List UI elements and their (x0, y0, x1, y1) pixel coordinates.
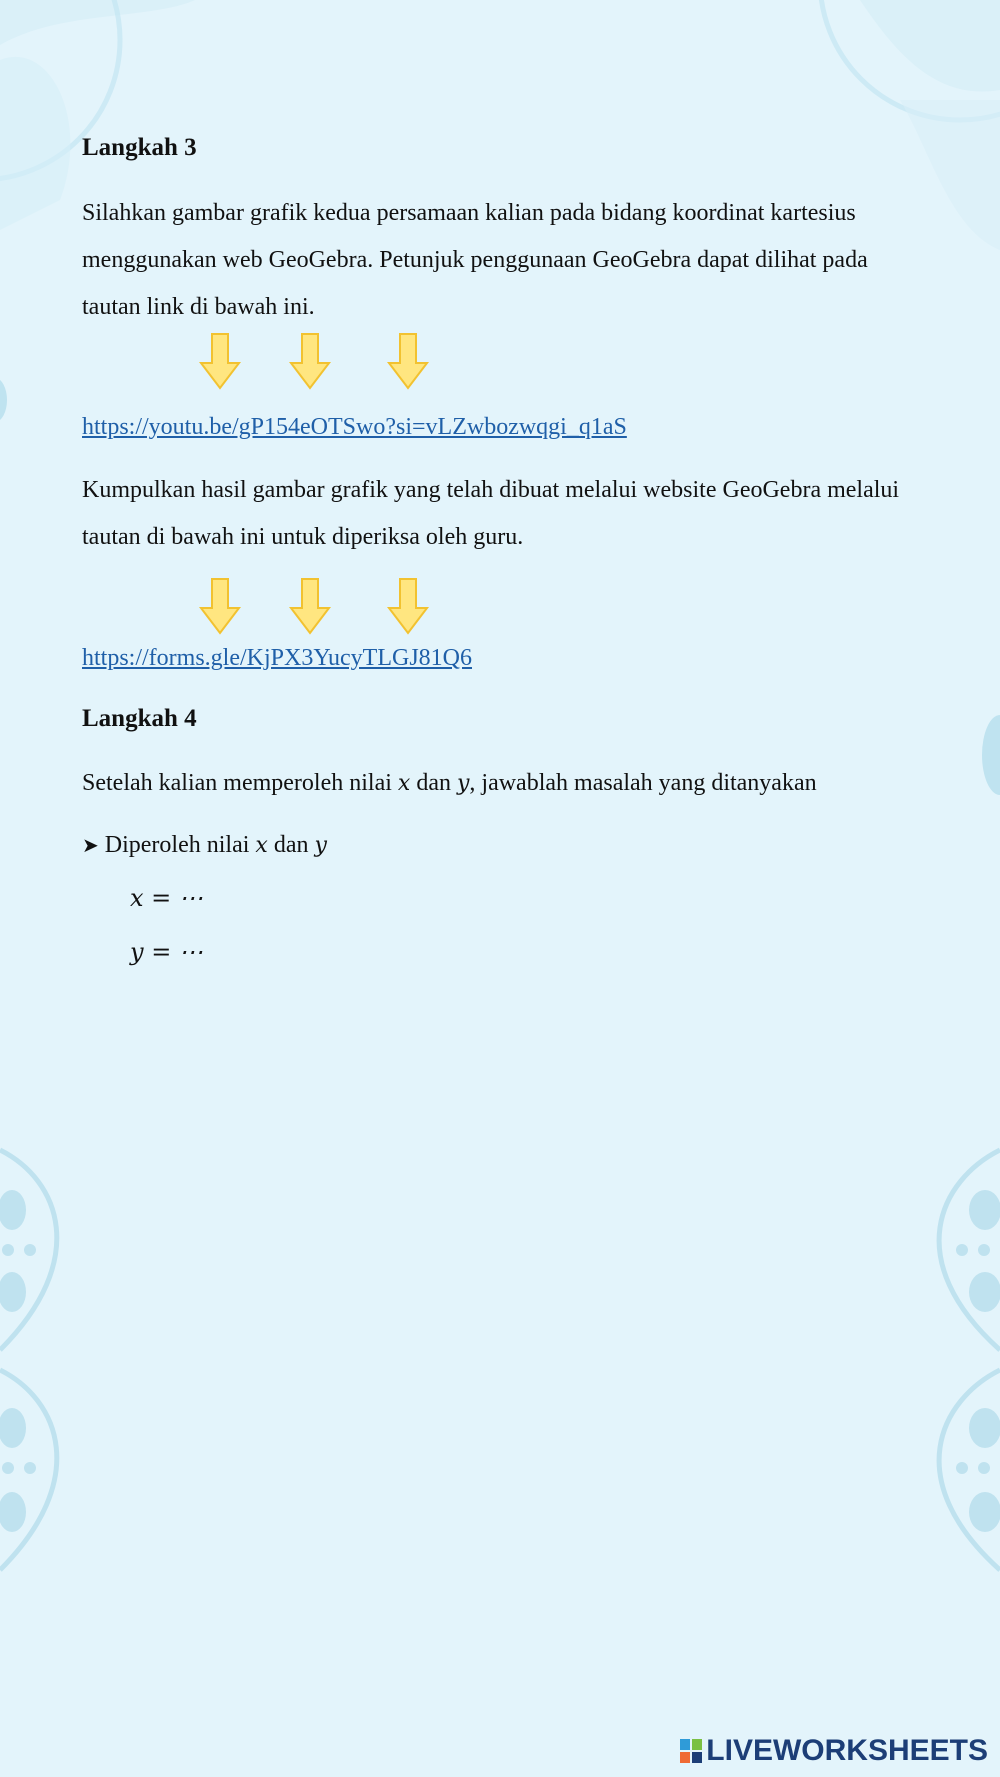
step3-instruction: Silahkan gambar grafik kedua persamaan kalian pada bidang koordinat kartesius menggunakan web GeoGebra. Petunjuk penggunaan GeoGebra dapat dilihat pada tautan link di bawah ini. (82, 200, 868, 320)
step4-instruction (82, 760, 922, 807)
step4-instruction-prefix: Setelah kalian memperoleh nilai (82, 770, 392, 796)
step3-heading: Langkah 3 (82, 134, 197, 161)
brand-name: LIVEWORKSHEETS (706, 1734, 988, 1767)
bullet-item (82, 832, 327, 859)
submission-form-link[interactable]: https://forms.gle/KjPX3YucyTLGJ81Q6 (82, 645, 472, 671)
liveworksheets-logo-icon (680, 1739, 702, 1763)
var-y: y (456, 771, 470, 796)
down-arrow-icon (389, 579, 427, 633)
down-arrows-2 (82, 578, 482, 638)
conj-text: dan (416, 770, 451, 796)
bullet-conj: dan (273, 832, 309, 858)
liveworksheets-brand (680, 1735, 988, 1767)
step4-instruction-suffix: , jawablah masalah yang ditanyakan (469, 770, 817, 796)
down-arrow-icon (201, 334, 239, 388)
bullet-text: Diperoleh nilai (104, 832, 250, 858)
var-x: x (397, 771, 411, 796)
down-arrow-icon (389, 334, 427, 388)
arrowhead-bullet-icon: ➤ (82, 833, 99, 857)
y-answer-equation[interactable]: y = ⋯ (130, 938, 203, 966)
bullet-var-y: y (314, 833, 327, 858)
down-arrow-icon (201, 579, 239, 633)
bullet-var-x: x (255, 833, 268, 858)
down-arrow-icon (291, 579, 329, 633)
down-arrows-1 (82, 333, 482, 393)
down-arrow-icon (291, 334, 329, 388)
step4-heading: Langkah 4 (82, 705, 197, 732)
x-answer-equation[interactable]: x = ⋯ (130, 884, 203, 912)
collect-instruction: Kumpulkan hasil gambar grafik yang telah dibuat melalui website GeoGebra melalui tautan di bawah ini untuk diperiksa oleh guru. (82, 477, 900, 550)
youtube-tutorial-link[interactable]: https://youtu.be/gP154eOTSwo?si=vLZwbozwqgi_q1aS (82, 414, 627, 440)
